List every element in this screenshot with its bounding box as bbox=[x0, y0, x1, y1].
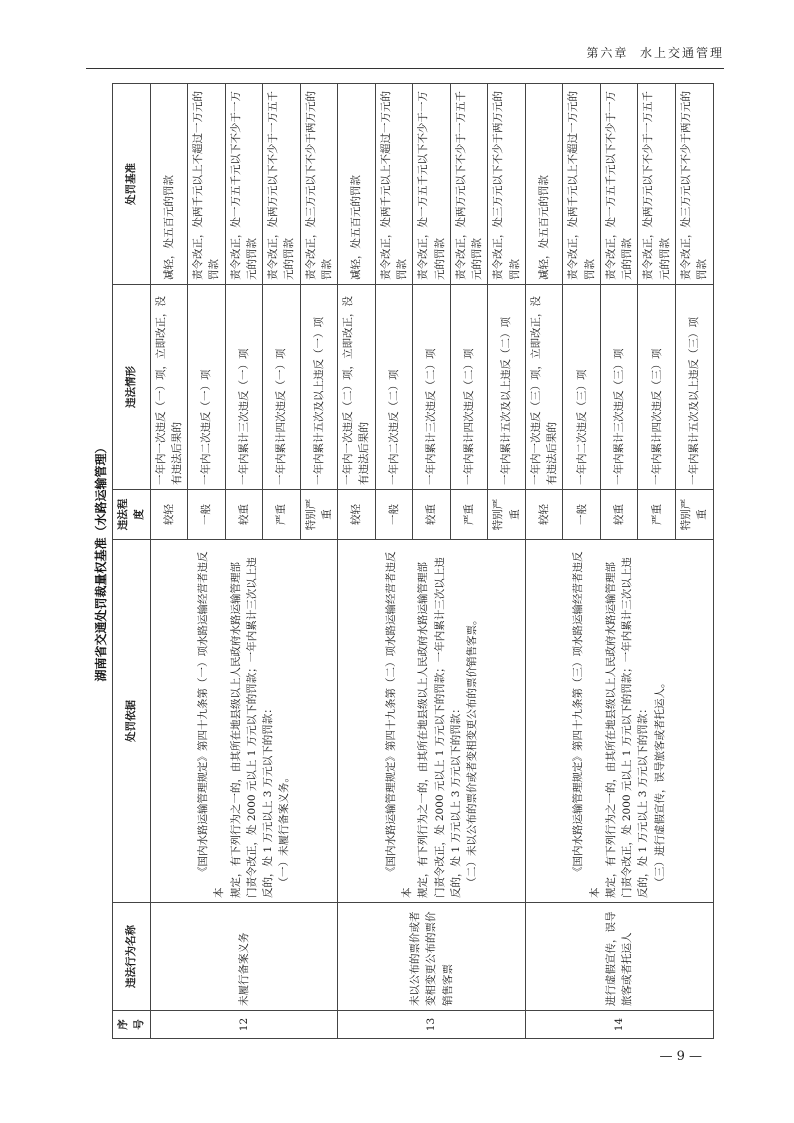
violation-situation: 一年内累计五次及以上违反（一）项 bbox=[300, 285, 338, 490]
penalty-standard: 责令改正，处三万元以下不少于两万元的罚款 bbox=[675, 84, 713, 285]
violation-name: 未履行备案义务 bbox=[150, 903, 338, 1011]
violation-situation: 一年内累计四次违反（一）项 bbox=[263, 285, 301, 490]
violation-situation: 一年内二次违反（二）项 bbox=[375, 285, 413, 490]
penalty-standard: 责令改正，处三万元以下不少于两万元的罚款 bbox=[488, 84, 526, 285]
basis-line: 规定，有下列行为之一的，由其所在地县级以上人民政府水路运输管理部 bbox=[604, 562, 617, 898]
column-header-basis: 处罚依据 bbox=[113, 540, 151, 903]
severity-level: 一般 bbox=[563, 490, 601, 540]
violation-name: 未以公布的票价或者变相变更公布的票价销售客票 bbox=[338, 903, 526, 1011]
basis-line: （二）未以公布的票价或者变相变更公布的票价销售客票。 bbox=[466, 614, 479, 888]
basis-line: 《国内水路运输管理规定》第四十九条第（三）项水路运输经营者违反本 bbox=[572, 551, 601, 898]
column-header-situation: 违法情形 bbox=[113, 285, 151, 490]
violation-situation: 一年内二次违反（三）项 bbox=[563, 285, 601, 490]
severity-level: 严重 bbox=[638, 490, 676, 540]
penalty-standard: 减轻，处五百元的罚款 bbox=[338, 84, 376, 285]
severity-level: 严重 bbox=[450, 490, 488, 540]
table-row bbox=[525, 84, 563, 1039]
violation-situation: 一年内二次违反（一）项 bbox=[188, 285, 226, 490]
severity-level: 特别严重 bbox=[675, 490, 713, 540]
basis-line: 门责令改正，处 2000 元以上 1 万元以下的罚款；一年内累计三次以上违 bbox=[245, 557, 258, 898]
column-header-penalty: 处罚基准 bbox=[113, 84, 151, 285]
row-seq: 14 bbox=[525, 1011, 713, 1039]
penalty-standard: 减轻，处五百元的罚款 bbox=[150, 84, 188, 285]
column-header-name: 违法行为名称 bbox=[113, 903, 151, 1011]
basis-line: 反的，处 1 万元以上 3 万元以下的罚款： bbox=[449, 703, 462, 898]
violation-situation: 一年内累计三次违反（一）项 bbox=[225, 285, 263, 490]
header-rule bbox=[86, 68, 724, 69]
column-header-severity: 违法程度 bbox=[113, 490, 151, 540]
severity-level: 较重 bbox=[600, 490, 638, 540]
page-header bbox=[586, 44, 724, 61]
basis-line: 反的，处 1 万元以上 3 万元以下的罚款： bbox=[262, 703, 275, 898]
severity-level: 较重 bbox=[225, 490, 263, 540]
penalty-standard: 责令改正，处两千元以上不超过一万元的罚款 bbox=[375, 84, 413, 285]
penalty-standard-table bbox=[112, 83, 714, 1039]
severity-level: 较轻 bbox=[525, 490, 563, 540]
page-number: — 9 — bbox=[659, 1049, 702, 1064]
violation-situation: 一年内累计三次违反（二）项 bbox=[413, 285, 451, 490]
basis-line: 规定，有下列行为之一的，由其所在地县级以上人民政府水路运输管理部 bbox=[229, 562, 242, 898]
basis-line: 门责令改正，处 2000 元以上 1 万元以下的罚款；一年内累计三次以上违 bbox=[621, 557, 634, 898]
basis-line: （一）未履行备案义务。 bbox=[278, 772, 291, 888]
penalty-basis bbox=[150, 540, 338, 903]
severity-level: 一般 bbox=[188, 490, 226, 540]
penalty-standard: 责令改正，处两万元以下不少于一万五千元的罚款 bbox=[638, 84, 676, 285]
table-row bbox=[150, 84, 188, 1039]
violation-situation: 一年内累计五次及以上违反（二）项 bbox=[488, 285, 526, 490]
violation-situation: 一年内一次违反（一）项，立即改正，没有违法后果的 bbox=[150, 285, 188, 490]
basis-line: 《国内水路运输管理规定》第四十九条第（二）项水路运输经营者违反本 bbox=[384, 551, 413, 898]
penalty-standard: 责令改正，处三万元以下不少于两万元的罚款 bbox=[300, 84, 338, 285]
severity-level: 一般 bbox=[375, 490, 413, 540]
basis-line: 门责令改正，处 2000 元以上 1 万元以下的罚款；一年内累计三次以上违 bbox=[433, 557, 446, 898]
penalty-standard: 责令改正，处一万五千元以下不少于一万元的罚款 bbox=[413, 84, 451, 285]
penalty-basis bbox=[525, 540, 713, 903]
violation-situation: 一年内累计五次及以上违反（三）项 bbox=[675, 285, 713, 490]
penalty-standard: 责令改正，处两千元以上不超过一万元的罚款 bbox=[563, 84, 601, 285]
row-seq: 12 bbox=[150, 1011, 338, 1039]
chapter-label: 第六章 bbox=[586, 46, 629, 60]
penalty-standard: 减轻，处五百元的罚款 bbox=[525, 84, 563, 285]
severity-level: 严重 bbox=[263, 490, 301, 540]
penalty-standard: 责令改正，处两千元以上不超过一万元的罚款 bbox=[188, 84, 226, 285]
rotated-content bbox=[90, 84, 709, 1039]
penalty-standard: 责令改正，处两万元以下不少于一万五千元的罚款 bbox=[450, 84, 488, 285]
basis-line: 反的，处 1 万元以上 3 万元以下的罚款： bbox=[637, 703, 650, 898]
violation-situation: 一年内一次违反（二）项，立即改正，没有违法后果的 bbox=[338, 285, 376, 490]
table-body bbox=[150, 84, 713, 1039]
penalty-standard: 责令改正，处一万五千元以下不少于一万元的罚款 bbox=[225, 84, 263, 285]
severity-level: 特别严重 bbox=[300, 490, 338, 540]
basis-line: （三）进行虚假宣传，误导旅客或者托运人。 bbox=[653, 677, 666, 888]
rotated-table-wrapper bbox=[90, 84, 709, 1039]
violation-situation: 一年内一次违反（三）项，立即改正，没有违法后果的 bbox=[525, 285, 563, 490]
basis-line: 《国内水路运输管理规定》第四十九条第（一）项水路运输经营者违反本 bbox=[197, 551, 226, 898]
violation-situation: 一年内累计三次违反（三）项 bbox=[600, 285, 638, 490]
severity-level: 较轻 bbox=[150, 490, 188, 540]
table-row bbox=[338, 84, 376, 1039]
basis-line: 规定，有下列行为之一的，由其所在地县级以上人民政府水路运输管理部 bbox=[417, 562, 430, 898]
violation-situation: 一年内累计四次违反（三）项 bbox=[638, 285, 676, 490]
violation-name: 进行虚假宣传，误导旅客或者托运人 bbox=[525, 903, 713, 1011]
violation-situation: 一年内累计四次违反（二）项 bbox=[450, 285, 488, 490]
penalty-basis bbox=[338, 540, 526, 903]
severity-level: 较重 bbox=[413, 490, 451, 540]
row-seq: 13 bbox=[338, 1011, 526, 1039]
section-label: 水上交通管理 bbox=[639, 46, 724, 60]
severity-level: 较轻 bbox=[338, 490, 376, 540]
column-header-seq: 序号 bbox=[113, 1011, 151, 1039]
table-header-row bbox=[113, 84, 151, 1039]
penalty-standard: 责令改正，处两万元以下不少于一万五千元的罚款 bbox=[263, 84, 301, 285]
penalty-standard: 责令改正，处一万五千元以下不少于一万元的罚款 bbox=[600, 84, 638, 285]
table-caption: 湖南省交通处罚裁量权基准（水路运输管理） bbox=[94, 441, 108, 682]
severity-level: 特别严重 bbox=[488, 490, 526, 540]
